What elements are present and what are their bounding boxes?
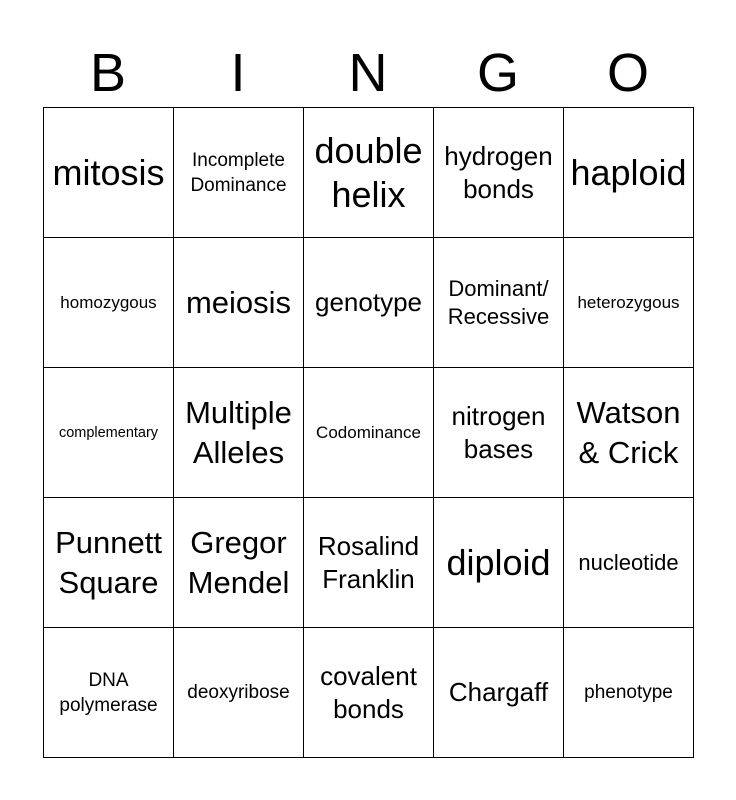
cell-text: covalent bonds bbox=[320, 660, 417, 724]
header-letter-o: O bbox=[606, 43, 649, 103]
cell-text: nucleotide bbox=[578, 549, 679, 575]
bingo-cell[interactable] bbox=[564, 628, 694, 758]
cell-text: double helix bbox=[314, 129, 423, 215]
cell-text: mitosis bbox=[52, 151, 165, 193]
bingo-cell[interactable] bbox=[434, 238, 564, 368]
bingo-cell[interactable] bbox=[304, 368, 434, 498]
bingo-cell[interactable] bbox=[564, 498, 694, 628]
cell-text: Rosalind Franklin bbox=[317, 530, 420, 594]
cell-text: genotype bbox=[315, 287, 422, 317]
bingo-cell[interactable] bbox=[564, 238, 694, 368]
cell-text: Dominant/ Recessive bbox=[447, 275, 550, 329]
bingo-cell[interactable] bbox=[304, 108, 434, 238]
bingo-cell[interactable] bbox=[434, 368, 564, 498]
bingo-cell[interactable] bbox=[434, 628, 564, 758]
cell-text: Codominance bbox=[316, 423, 421, 442]
cell-text: heterozygous bbox=[577, 293, 680, 312]
bingo-cell[interactable] bbox=[44, 628, 174, 758]
bingo-cell[interactable] bbox=[44, 498, 174, 628]
cell-text: Multiple Alleles bbox=[185, 394, 292, 470]
header-letter-i: I bbox=[230, 43, 246, 103]
cell-text: deoxyribose bbox=[187, 682, 290, 703]
bingo-header bbox=[43, 40, 693, 106]
bingo-cell[interactable] bbox=[44, 238, 174, 368]
cell-text: complementary bbox=[58, 424, 159, 441]
cell-text: Gregor Mendel bbox=[187, 524, 290, 600]
cell-text: homozygous bbox=[60, 293, 157, 312]
cell-text: phenotype bbox=[584, 682, 673, 703]
bingo-cell[interactable] bbox=[44, 368, 174, 498]
bingo-cell[interactable] bbox=[174, 238, 304, 368]
cell-text: Chargaff bbox=[448, 677, 549, 707]
bingo-cell[interactable] bbox=[174, 108, 304, 238]
bingo-cell[interactable] bbox=[174, 368, 304, 498]
cell-text: Incomplete Dominance bbox=[190, 149, 287, 196]
cell-text: diploid bbox=[446, 541, 551, 583]
bingo-cell[interactable] bbox=[304, 238, 434, 368]
bingo-cell[interactable] bbox=[174, 628, 304, 758]
cell-text: haploid bbox=[570, 151, 687, 193]
header-letter-n: N bbox=[348, 43, 388, 103]
bingo-cell[interactable] bbox=[434, 108, 564, 238]
header-letter-b: B bbox=[89, 43, 127, 103]
cell-text: DNA polymerase bbox=[59, 669, 158, 716]
header-letter-g: G bbox=[476, 43, 519, 103]
cell-text: meiosis bbox=[185, 284, 292, 320]
cell-text: hydrogen bonds bbox=[444, 140, 553, 204]
bingo-cell[interactable] bbox=[304, 628, 434, 758]
cell-text: Punnett Square bbox=[55, 524, 162, 600]
bingo-cell[interactable] bbox=[434, 498, 564, 628]
cell-text: Watson & Crick bbox=[576, 394, 681, 470]
bingo-cell[interactable] bbox=[564, 108, 694, 238]
bingo-cell[interactable] bbox=[44, 108, 174, 238]
bingo-cell[interactable] bbox=[304, 498, 434, 628]
bingo-cell[interactable] bbox=[174, 498, 304, 628]
bingo-cell[interactable] bbox=[564, 368, 694, 498]
cell-text: nitrogen bases bbox=[451, 400, 546, 464]
bingo-board bbox=[43, 107, 694, 758]
